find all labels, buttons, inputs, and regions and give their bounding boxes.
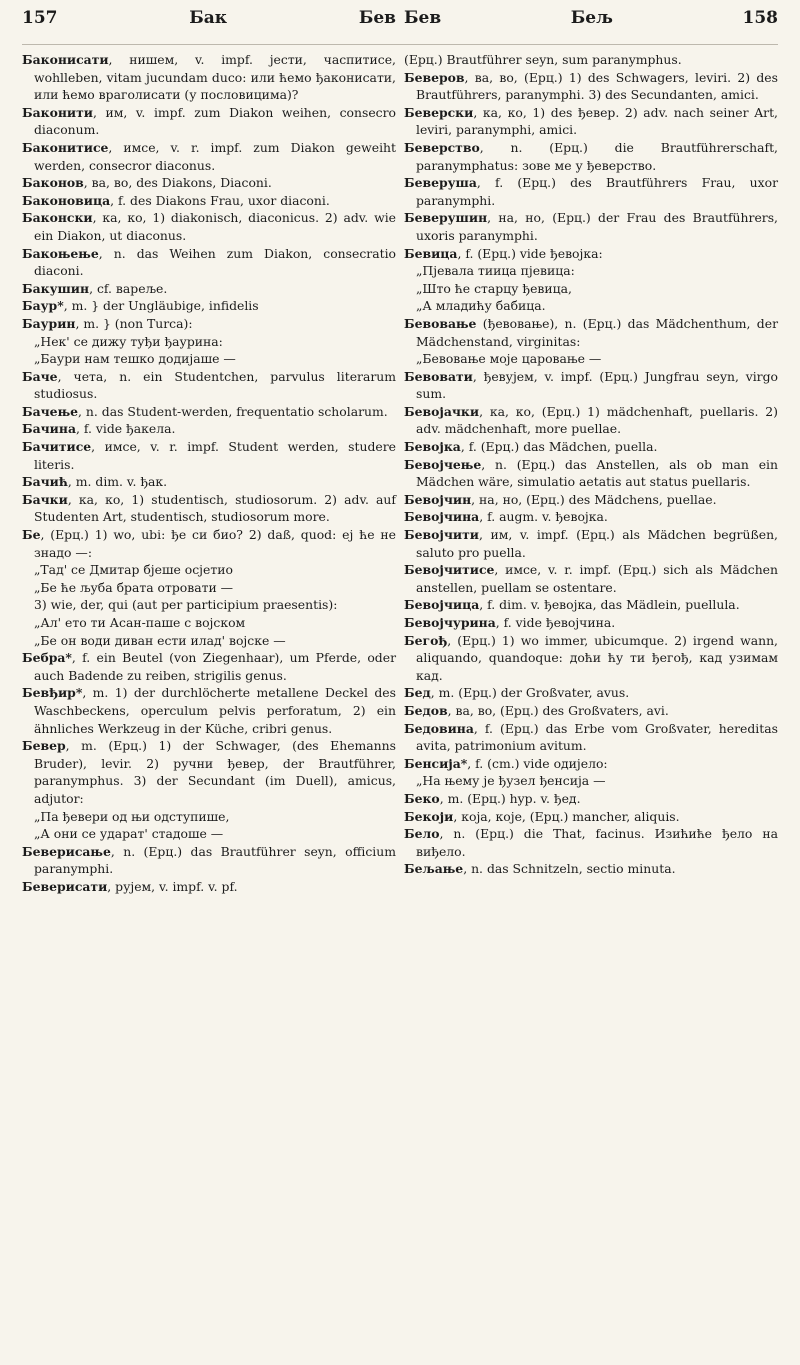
left-column xyxy=(22,51,396,896)
dictionary-entry: „На њему је ђузел ђенсија — xyxy=(416,773,606,789)
entry-headword: Беверушин xyxy=(404,210,488,226)
dictionary-entry: Бевђир*, m. 1) der durchlöcherte metallene Deckel des Waschbeckens, operculum pelvis perforatum, 2) ein ähnliches Werkzeug in der Küche, cribri genus. xyxy=(22,685,396,736)
dictionary-entry: Баконитисе, имсе, v. r. impf. zum Diakon geweiht werden, consecror diaconus. xyxy=(22,139,396,173)
dictionary-entry: Бело, n. (Ерц.) die That, facinus. Изићиће ђело на виђело. xyxy=(404,826,778,859)
entry-headword: Бедовина xyxy=(404,720,474,736)
entry-headword: Бевојчурина xyxy=(404,615,496,630)
dictionary-entry: „Нек' се дижу туђи ђаурина: xyxy=(34,333,223,349)
entry-headword: Беко xyxy=(404,790,440,806)
left-guide-word-1: Бак xyxy=(189,8,228,28)
entry-headword: Бачић xyxy=(22,474,68,490)
entry-headword: Баконисати xyxy=(22,52,109,67)
entry-headword: Бевица xyxy=(404,245,458,261)
entry-headword: Беверски xyxy=(404,104,474,120)
dictionary-entry: Бевовање (ђевовање), n. (Ерц.) das Mädchenthum, der Mädchenstand, virginitas: xyxy=(404,315,778,349)
entry-headword: Бевојчин xyxy=(404,491,472,507)
dictionary-entry: Бачки, ка, ко, 1) studentisch, studiosorum. 2) adv. auf Studenten Art, studentisch, studiosorum more. xyxy=(22,491,396,525)
columns xyxy=(22,51,778,896)
dictionary-entry: Бакушин, cf. вареље. xyxy=(22,280,168,296)
dictionary-entry: Бевојчица, f. dim. v. ђевојка, das Mädlein, puellula. xyxy=(404,597,740,613)
dictionary-entry: Бевојчити, им, v. impf. (Ерц.) als Mädchen begrüßen, saluto pro puella. xyxy=(404,527,778,560)
entry-headword: Бевојчитисе xyxy=(404,562,495,578)
running-header xyxy=(22,8,778,45)
dictionary-entry: Бачитисе, имсе, v. r. impf. Student werden, studere literis. xyxy=(22,439,396,472)
entry-headword: Бевојчица xyxy=(404,597,480,613)
entry-headword: Беверов xyxy=(404,69,465,85)
entry-headword: Беверисати xyxy=(22,878,108,894)
dictionary-entry: Бевица, f. (Ерц.) vide ђевојка: xyxy=(404,245,603,261)
dictionary-entry: Бекоји, која, које, (Ерц.) mancher, aliquis. xyxy=(404,808,680,824)
right-guide-word-1: Бев xyxy=(404,8,442,28)
dictionary-entry: Бевојчитисе, имсе, v. r. impf. (Ерц.) sich als Mädchen anstellen, puellam se ostentare. xyxy=(404,562,778,595)
entry-headword: Бевојачки xyxy=(404,403,480,419)
dictionary-entry: Беверов, ва, во, (Ерц.) 1) des Schwagers, leviri. 2) des Brautführers, paranymphi. 3) des Secundanten, amici. xyxy=(404,69,778,103)
dictionary-entry: Беверушин, на, но, (Ерц.) der Frau des Brautführers, uxoris paranymphi. xyxy=(404,210,778,243)
dictionary-entry: Бачење, n. das Student-werden, frequentatio scholarum. xyxy=(22,403,388,419)
entry-headword: Баконовица xyxy=(22,192,111,208)
entry-headword: Бевојчење xyxy=(404,456,482,472)
entry-headword: Бевојка xyxy=(404,439,461,455)
dictionary-entry: Бедов, ва, во, (Ерц.) des Großvaters, avi. xyxy=(404,702,669,718)
right-header xyxy=(404,8,778,28)
dictionary-entry: „Бе ће љуба брата отровати — xyxy=(34,579,234,595)
dictionary-entry: Бевојчин, на, но, (Ерц.) des Mädchens, puellae. xyxy=(404,491,717,507)
dictionary-entry: Беко, m. (Ерц.) hyp. v. ђед. xyxy=(404,790,581,806)
dictionary-entry: Бенсија*, f. (сm.) vide одијело: xyxy=(404,755,608,771)
dictionary-entry: Бегођ, (Ерц.) 1) wo immer, ubicumque. 2) irgend wann, aliquando, quandoque: доћи ћу ти ђегођ, кад узимам кад. xyxy=(404,632,778,683)
dictionary-entry: Бакоњење, n. das Weihen zum Diakon, consecratio diaconi. xyxy=(22,245,396,279)
dictionary-entry: Бевојка, f. (Ерц.) das Mädchen, puella. xyxy=(404,439,658,455)
entry-headword: Бачење xyxy=(22,403,79,419)
right-column xyxy=(404,51,778,896)
dictionary-entry: Бедовина, f. (Ерц.) das Erbe vom Großvater, hereditas avita, patrimonium avitum. xyxy=(404,720,778,754)
dictionary-entry: „Ал' ето ти Асан-паше с војском xyxy=(34,615,246,630)
dictionary-entry: Баконовица, f. des Diakons Frau, uxor diaconi. xyxy=(22,192,330,208)
entry-headword: Бакушин xyxy=(22,280,90,296)
entry-headword: Бевовати xyxy=(404,368,473,384)
dictionary-entry: (Ерц.) Brautführer seyn, sum paranymphus. xyxy=(404,52,682,67)
dictionary-entry: Бевојчурина, f. vide ђевојчина. xyxy=(404,615,616,630)
dictionary-entry: „Тад' се Дмитар бјеше осјетио xyxy=(34,562,233,578)
entry-headword: Бевер xyxy=(22,738,66,754)
dictionary-entry: „Баури нам тешко додијаше — xyxy=(34,351,236,367)
left-guide-word-2: Бев xyxy=(358,8,396,28)
dictionary-entry: Баконов, ва, во, des Diakons, Diaconi. xyxy=(22,175,272,191)
dictionary-entry: „Бевовање моје царовање — xyxy=(416,351,602,367)
dictionary-entry: „А младићу бабица. xyxy=(416,298,546,314)
entry-headword: Баконитисе xyxy=(22,139,109,155)
dictionary-entry: Бевојчина, f. augm. v. ђевојка. xyxy=(404,509,608,525)
entry-headword: Беверство xyxy=(404,139,480,155)
entry-headword: Беверуша xyxy=(404,175,477,191)
entry-headword: Бачина xyxy=(22,421,76,437)
entry-headword: Бељање xyxy=(404,861,464,877)
entry-headword: Баур* xyxy=(22,298,64,314)
dictionary-entry: 3) wie, der, qui (aut per participium praesentis): xyxy=(34,597,338,613)
entry-headword: Бачки xyxy=(22,491,68,507)
dictionary-entry: Бачић, m. dim. v. ђак. xyxy=(22,474,168,490)
entry-headword: Бевојчина xyxy=(404,509,480,525)
entry-headword: Баконов xyxy=(22,175,84,191)
dictionary-entry: „Па ђевери од њи одступише, xyxy=(34,808,230,824)
dictionary-entry: Беверски, ка, ко, 1) des ђевер. 2) adv. nach seiner Art, leviri, paranymphi, amici. xyxy=(404,104,778,138)
right-guide-word-2: Бељ xyxy=(570,8,613,28)
entry-headword: Баурин xyxy=(22,315,76,331)
entry-headword: Бело xyxy=(404,826,440,842)
dictionary-entry: Бељање, n. das Schnitzeln, sectio minuta. xyxy=(404,861,676,877)
dictionary-entry: Беверисање, n. (Ерц.) das Brautführer seyn, officium paranymphi. xyxy=(22,843,396,877)
dictionary-entry: Баурин, m. } (non Turca): xyxy=(22,315,193,331)
entry-headword: Бебра* xyxy=(22,650,72,666)
entry-headword: Бегођ xyxy=(404,632,448,648)
entry-headword: Бевђир* xyxy=(22,685,83,701)
entry-headword: Баче xyxy=(22,368,58,384)
entry-headword: Бед xyxy=(404,685,431,701)
dictionary-entry: Бевојчење, n. (Ерц.) das Anstellen, als ob man ein Mädchen wäre, simulatio aetatis aut status puellaris. xyxy=(404,456,778,490)
entry-headword: Баконити xyxy=(22,104,93,120)
dictionary-entry: Беверство, n. (Ерц.) die Brautführerschaft, paranymphatus: зове ме у ђеверство. xyxy=(404,139,778,173)
entry-headword: Бекоји xyxy=(404,808,454,824)
dictionary-entry: Беверисати, рујем, v. impf. v. pf. xyxy=(22,878,238,894)
entry-headword: Бевојчити xyxy=(404,527,479,543)
dictionary-entry: Бевојачки, ка, ко, (Ерц.) 1) mädchenhaft, puellaris. 2) adv. mädchenhaft, more puellae. xyxy=(404,403,778,437)
dictionary-entry: Беверуша, f. (Ерц.) des Brautführers Frau, uxor paranymphi. xyxy=(404,175,778,208)
dictionary-entry: Баур*, m. } der Ungläubige, infidelis xyxy=(22,298,259,314)
dictionary-entry: Баконити, им, v. impf. zum Diakon weihen, consecro diaconum. xyxy=(22,104,396,138)
dictionary-entry: „Пјевала тиица пјевица: xyxy=(416,263,575,279)
dictionary-entry: Баконски, ка, ко, 1) diakonisch, diaconicus. 2) adv. wie ein Diakon, ut diaconus. xyxy=(22,210,396,243)
right-page-number: 158 xyxy=(742,8,778,28)
dictionary-entry: Бевер, m. (Ерц.) 1) der Schwager, (des Ehemanns Bruder), levir. 2) ручни ђевер, der Brautführer, paranymphus. 3) der Secundant (im Duell), amicus, adjutor: xyxy=(22,738,396,806)
dictionary-entry: Бед, m. (Ерц.) der Großvater, avus. xyxy=(404,685,630,701)
dictionary-entry: Бачина, f. vide ђакела. xyxy=(22,421,176,437)
entry-headword: Бевовање xyxy=(404,315,477,331)
dictionary-entry: Баче, чета, n. ein Studentchen, parvulus literarum studiosus. xyxy=(22,368,396,402)
dictionary-entry: „Што ће старцу ђевица, xyxy=(416,280,572,296)
entry-headword: Бе xyxy=(22,527,41,543)
dictionary-entry: Бе, (Ерц.) 1) wo, ubi: ђе си био? 2) daß, quod: ej ће не знадо —: xyxy=(22,527,396,560)
left-header xyxy=(22,8,396,28)
left-page-number: 157 xyxy=(22,8,58,28)
dictionary-entry: „А они се ударат' стадоше — xyxy=(34,826,224,842)
dictionary-entry: Баконисати, нишем, v. impf. јести, часпитисе, wohlleben, vitam jucundam duco: или ћемо ђаконисати, или ћемо враголисати (у пословицима)? xyxy=(22,52,396,103)
entry-headword: Бедов xyxy=(404,702,448,718)
dictionary-entry: Бебра*, f. ein Beutel (von Ziegenhaar), um Pferde, oder auch Badende zu reiben, strigilis genus. xyxy=(22,650,396,683)
entry-headword: Бакоњење xyxy=(22,245,99,261)
dictionary-entry: Бевовати, ђевујем, v. impf. (Ерц.) Jungfrau seyn, virgo sum. xyxy=(404,368,778,402)
entry-headword: Бачитисе xyxy=(22,439,92,455)
dictionary-entry: „Бе он води диван ести илад' војске — xyxy=(34,632,286,648)
entry-headword: Баконски xyxy=(22,210,93,226)
entry-headword: Беверисање xyxy=(22,843,111,859)
entry-headword: Бенсија* xyxy=(404,755,468,771)
